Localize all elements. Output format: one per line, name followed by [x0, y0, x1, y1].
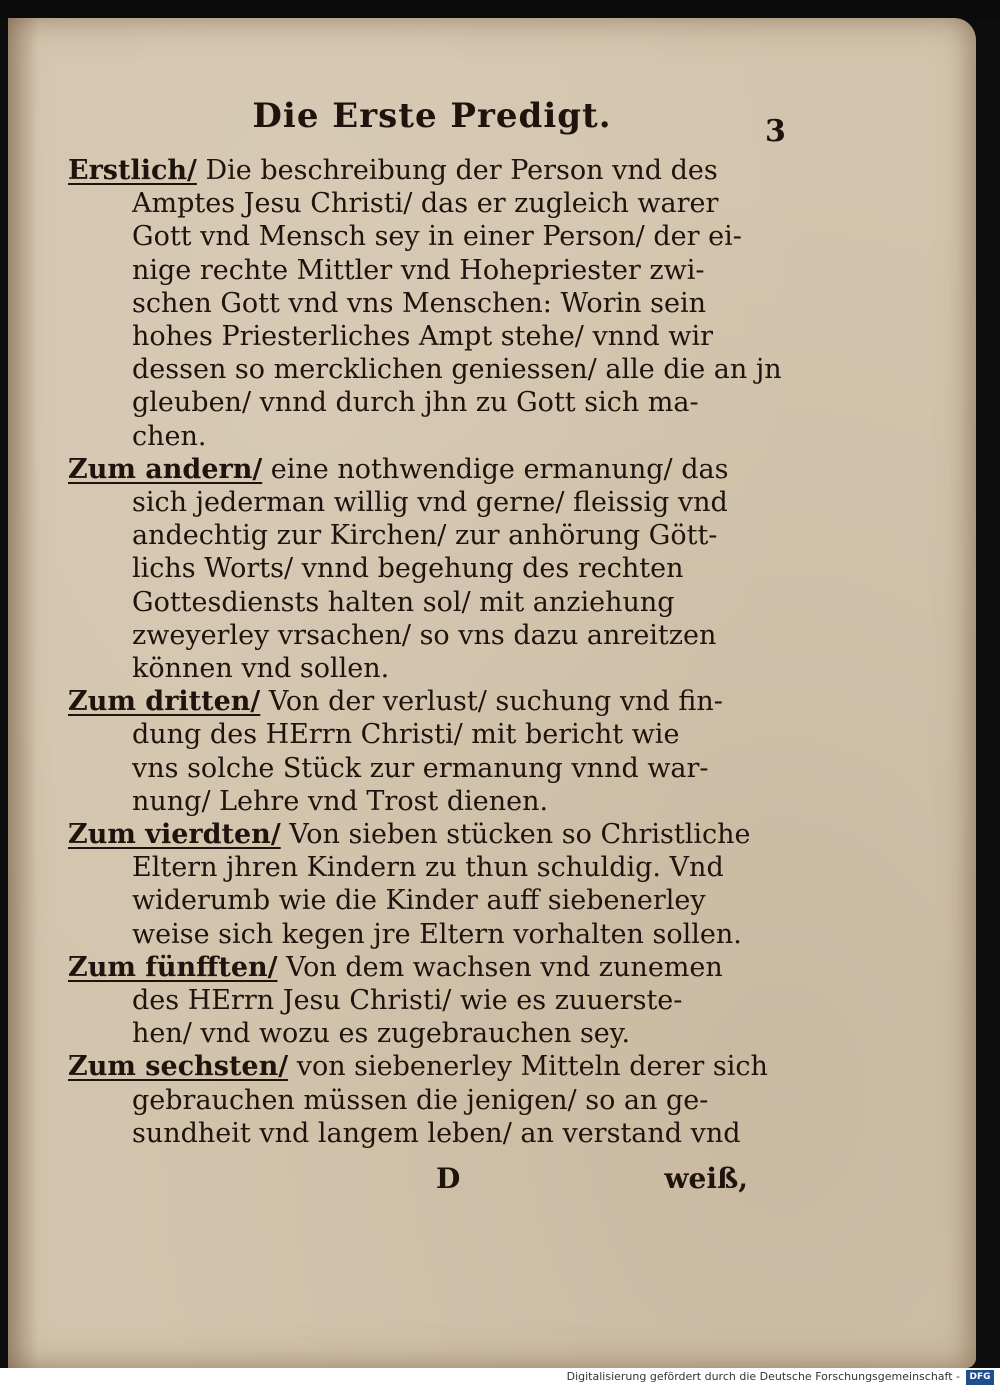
entry-first-line	[68, 154, 748, 187]
catchword: weiß,	[664, 1162, 748, 1195]
entry-first-text: Von der verlust/ suchung vnd fin-	[260, 686, 723, 718]
text-line: dung des HErrn Christi/ mit bericht wie	[132, 719, 680, 751]
text-line: gebrauchen müssen die jenigen/ so an ge-	[132, 1084, 709, 1116]
entry-lead: Zum fünfften/	[68, 951, 278, 983]
entry-first-line	[68, 951, 748, 984]
funding-credit: Digitalisierung gefördert durch die Deutsche Forschungsgemeinschaft -	[566, 1370, 960, 1383]
entry-first-text: Von dem wachsen vnd zunemen	[277, 951, 723, 983]
entry-first-line	[68, 453, 748, 486]
running-head	[8, 96, 976, 136]
entry-2	[68, 453, 748, 685]
text-line: dessen so mercklichen geniessen/ alle die an jn	[132, 354, 782, 386]
page-foot-line	[68, 1162, 748, 1196]
text-line: Gott vnd Mensch sey in einer Person/ der ei-	[132, 221, 742, 253]
entry-4	[68, 818, 751, 951]
text-line: widerumb wie die Kinder auff siebenerley	[132, 885, 706, 917]
text-line: Gottesdiensts halten sol/ mit anziehung	[132, 586, 675, 618]
text-line: nige rechte Mittler vnd Hohepriester zwi-	[132, 254, 705, 286]
text-line: gleuben/ vnnd durch jhn zu Gott sich ma-	[132, 387, 699, 419]
entry-first-line	[68, 818, 751, 851]
entry-lead: Zum andern/	[68, 453, 263, 485]
book-page	[8, 18, 976, 1368]
scan-border	[0, 0, 1000, 20]
running-head-text: Die Erste Predigt.	[252, 96, 612, 136]
text-line: andechtig zur Kirchen/ zur anhörung Gött-	[132, 520, 718, 552]
text-line: hen/ vnd wozu es zugebrauchen sey.	[132, 1018, 631, 1050]
text-line: schen Gott vnd vns Menschen: Worin sein	[132, 287, 706, 319]
entry-first-text: Die beschreibung der Person vnd des	[196, 155, 718, 186]
text-line: sundheit vnd langem leben/ an verstand vnd	[132, 1117, 741, 1149]
entry-first-line	[68, 1050, 768, 1083]
text-line: sich jederman willig vnd gerne/ fleissig vnd	[132, 487, 728, 519]
text-line: können vnd sollen.	[132, 653, 390, 685]
text-line: des HErrn Jesu Christi/ wie es zuuerste-	[132, 985, 683, 1017]
page-number: 3	[765, 114, 786, 149]
entry-first-text: eine nothwendige ermanung/ das	[262, 453, 729, 485]
text-line: Eltern jhren Kindern zu thun schuldig. Vnd	[132, 852, 724, 884]
text-line: nung/ Lehre vnd Trost dienen.	[132, 785, 549, 817]
entry-first-text: Von sieben stücken so Christliche	[280, 819, 751, 851]
body-text	[68, 154, 782, 1150]
entry-1	[68, 154, 782, 453]
entry-first-line	[68, 685, 748, 718]
entry-lead: Erstlich/	[68, 155, 197, 186]
digitization-footer	[0, 1368, 1000, 1388]
entry-5	[68, 951, 748, 1051]
entry-first-text: von siebenerley Mitteln derer sich	[288, 1051, 768, 1083]
entry-lead: Zum vierdten/	[68, 819, 281, 851]
signature-mark: D	[436, 1162, 461, 1195]
entry-3	[68, 685, 748, 818]
entry-lead: Zum dritten/	[68, 686, 261, 718]
text-line: zweyerley vrsachen/ so vns dazu anreitzen	[132, 619, 717, 651]
text-line: Amptes Jesu Christi/ das er zugleich warer	[132, 188, 719, 220]
entry-6	[68, 1050, 768, 1150]
text-line: weise sich kegen jre Eltern vorhalten sollen.	[132, 918, 742, 950]
text-line: vns solche Stück zur ermanung vnnd war-	[132, 752, 709, 784]
binding-shadow	[8, 18, 38, 1368]
entry-lead: Zum sechsten/	[68, 1051, 289, 1083]
text-line: hohes Priesterliches Ampt stehe/ vnnd wir	[132, 321, 714, 353]
text-line: chen.	[132, 420, 207, 452]
text-line: lichs Worts/ vnnd begehung des rechten	[132, 553, 684, 585]
dfg-logo: DFG	[966, 1370, 994, 1385]
